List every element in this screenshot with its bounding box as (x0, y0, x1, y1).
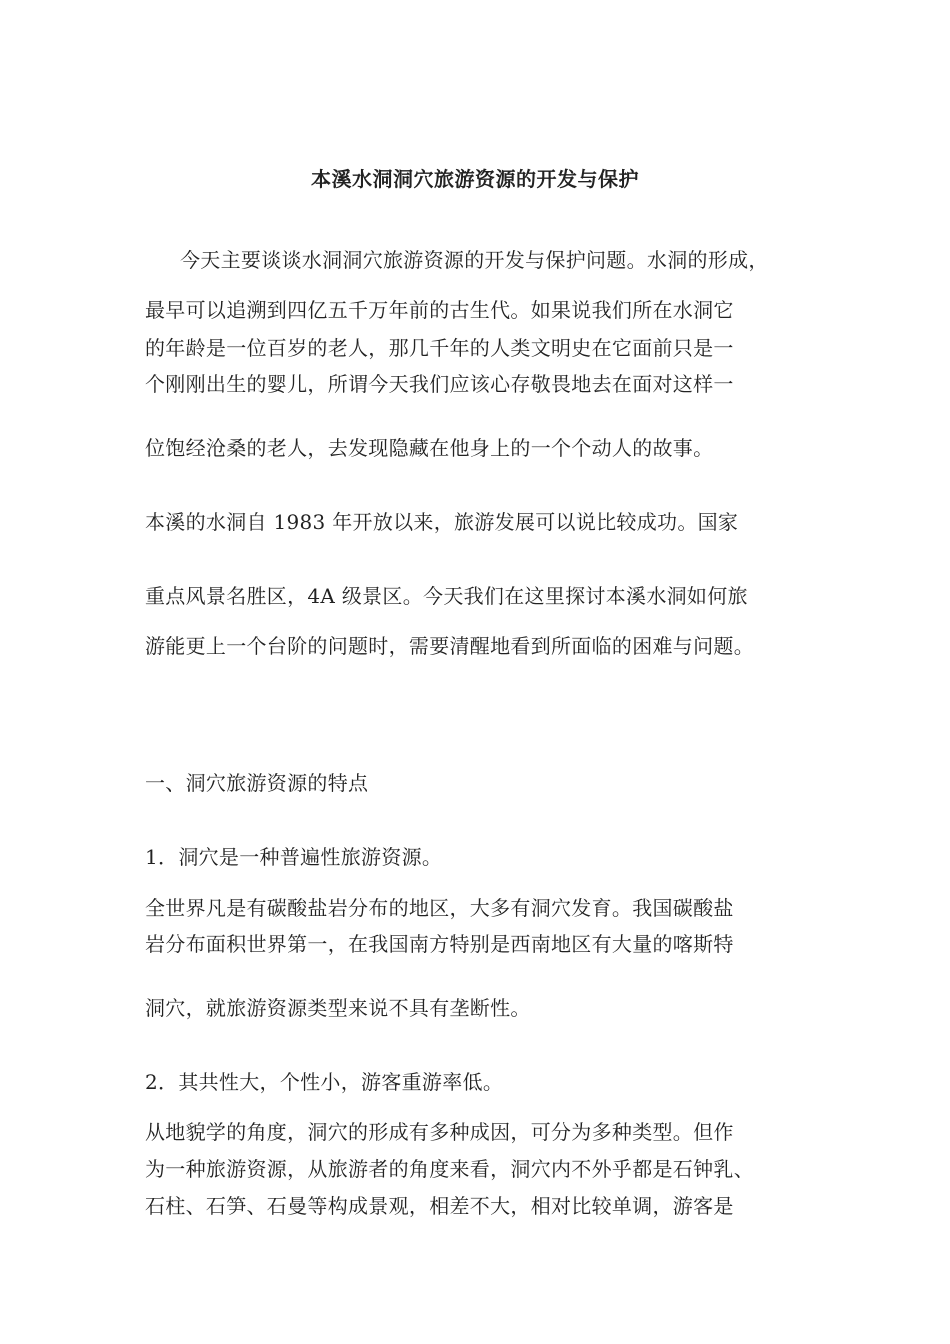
paragraph-line: 最早可以追溯到四亿五千万年前的古生代。如果说我们所在水洞它 (145, 298, 734, 322)
point-heading: 1．洞穴是一种普遍性旅游资源。 (145, 845, 443, 869)
paragraph-line: 石柱、石笋、石曼等构成景观，相差不大，相对比较单调，游客是 (145, 1194, 734, 1218)
paragraph-line: 今天主要谈谈水洞洞穴旅游资源的开发与保护问题。水洞的形成， (180, 248, 769, 272)
paragraph-line: 本溪的水洞自 1983 年开放以来，旅游发展可以说比较成功。国家 (145, 510, 739, 534)
paragraph-line: 重点风景名胜区，4A 级景区。今天我们在这里探讨本溪水洞如何旅 (145, 584, 748, 608)
paragraph-line: 位饱经沧桑的老人，去发现隐藏在他身上的一个个动人的故事。 (145, 436, 714, 460)
document-title: 本溪水洞洞穴旅游资源的开发与保护 (311, 167, 639, 191)
section-heading: 一、洞穴旅游资源的特点 (145, 771, 369, 795)
paragraph-line: 从地貌学的角度，洞穴的形成有多种成因，可分为多种类型。但作 (145, 1120, 734, 1144)
paragraph-line: 游能更上一个台阶的问题时，需要清醒地看到所面临的困难与问题。 (145, 634, 754, 658)
paragraph-line: 岩分布面积世界第一，在我国南方特别是西南地区有大量的喀斯特 (145, 932, 734, 956)
point-heading: 2．其共性大，个性小，游客重游率低。 (145, 1070, 504, 1094)
paragraph-line: 全世界凡是有碳酸盐岩分布的地区，大多有洞穴发育。我国碳酸盐 (145, 896, 734, 920)
paragraph-line: 个刚刚出生的婴儿，所谓今天我们应该心存敬畏地去在面对这样一 (145, 372, 734, 396)
paragraph-line: 为一种旅游资源，从旅游者的角度来看，洞穴内不外乎都是石钟乳、 (145, 1157, 754, 1181)
paragraph-line: 洞穴，就旅游资源类型来说不具有垄断性。 (145, 996, 531, 1020)
paragraph-line: 的年龄是一位百岁的老人，那几千年的人类文明史在它面前只是一 (145, 336, 734, 360)
